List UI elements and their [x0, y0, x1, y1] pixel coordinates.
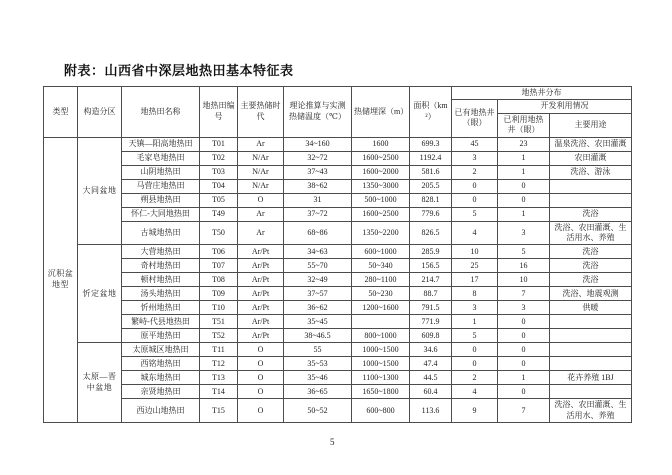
cell-depth: 800~1000: [352, 329, 410, 343]
cell-era: O: [238, 357, 284, 371]
cell-wells: 17: [452, 273, 498, 287]
cell-use: 洗浴、农田灌溉、生活用水、养殖: [550, 221, 632, 245]
page-number: 5: [330, 437, 335, 447]
cell-temp: 50~52: [284, 399, 352, 423]
cell-era: O: [238, 343, 284, 357]
cell-name: 朔县地热田: [122, 193, 200, 207]
cell-wells: 3: [452, 301, 498, 315]
table-row: [44, 221, 632, 245]
cell-used: 1: [498, 151, 550, 165]
zone-cell: 太原—晋中盆地: [78, 343, 122, 423]
cell-used: 3: [498, 301, 550, 315]
cell-temp: 35~53: [284, 357, 352, 371]
cell-depth: 1600~2500: [352, 151, 410, 165]
cell-no: T08: [200, 273, 238, 287]
cell-used: 1: [498, 371, 550, 385]
cell-wells: 5: [452, 329, 498, 343]
cell-wells: 2: [452, 165, 498, 179]
cell-use: 洗浴、农田灌溉、生活用水、养殖: [550, 399, 632, 423]
cell-name: 毛家皂地热田: [122, 151, 200, 165]
header-tectonic-zone: 构造分区: [78, 87, 122, 138]
cell-no: T04: [200, 179, 238, 193]
cell-use: [550, 179, 632, 193]
cell-used: 0: [498, 343, 550, 357]
cell-used: 7: [498, 287, 550, 301]
table-row: [44, 371, 632, 385]
cell-name: 西铭地热田: [122, 357, 200, 371]
header-depth: 热储埋深（m）: [352, 87, 410, 138]
header-field-no: 地热田编号: [200, 87, 238, 138]
cell-era: O: [238, 193, 284, 207]
cell-name: 马营庄地热田: [122, 179, 200, 193]
cell-area: 285.9: [410, 245, 452, 259]
table-row: [44, 207, 632, 221]
cell-wells: 4: [452, 385, 498, 399]
cell-no: T06: [200, 245, 238, 259]
cell-area: 609.8: [410, 329, 452, 343]
cell-era: Ar/Pt: [238, 245, 284, 259]
cell-used: 10: [498, 273, 550, 287]
cell-use: [550, 329, 632, 343]
cell-wells: 0: [452, 179, 498, 193]
cell-temp: 36~65: [284, 385, 352, 399]
cell-area: 826.5: [410, 221, 452, 245]
cell-wells: 2: [452, 371, 498, 385]
cell-no: T03: [200, 165, 238, 179]
cell-used: 16: [498, 259, 550, 273]
cell-temp: 36~62: [284, 301, 352, 315]
table-row: [44, 385, 632, 399]
cell-no: T50: [200, 221, 238, 245]
cell-depth: 1200~1600: [352, 301, 410, 315]
cell-use: 洗浴: [550, 245, 632, 259]
table-row: [44, 399, 632, 423]
cell-wells: 5: [452, 207, 498, 221]
cell-depth: 1350~3000: [352, 179, 410, 193]
cell-no: T10: [200, 301, 238, 315]
cell-wells: 1: [452, 315, 498, 329]
cell-area: 699.3: [410, 137, 452, 151]
cell-wells: 0: [452, 357, 498, 371]
cell-use: [550, 193, 632, 207]
table-row: [44, 151, 632, 165]
cell-depth: 1350~2200: [352, 221, 410, 245]
header-utilized-wells: 已利用地热井（眼）: [498, 113, 550, 137]
cell-name: 太原城区地热田: [122, 343, 200, 357]
header-field-name: 地热田名称: [122, 87, 200, 138]
cell-temp: 32~49: [284, 273, 352, 287]
cell-depth: [352, 315, 410, 329]
cell-temp: 31: [284, 193, 352, 207]
header-reservoir-era: 主要热储时代: [238, 87, 284, 138]
cell-used: 0: [498, 329, 550, 343]
cell-temp: 37~57: [284, 287, 352, 301]
cell-name: 奇村地热田: [122, 259, 200, 273]
cell-use: [550, 315, 632, 329]
cell-area: 581.6: [410, 165, 452, 179]
table-row: [44, 301, 632, 315]
table-row: [44, 165, 632, 179]
cell-area: 791.5: [410, 301, 452, 315]
cell-wells: 0: [452, 193, 498, 207]
cell-no: T11: [200, 343, 238, 357]
cell-wells: 0: [452, 343, 498, 357]
cell-use: 洗浴、游泳: [550, 165, 632, 179]
cell-name: 顿村地热田: [122, 273, 200, 287]
cell-name: 大营地热田: [122, 245, 200, 259]
cell-depth: 1100~1300: [352, 371, 410, 385]
header-existing-wells: 已有地热井（眼）: [452, 100, 498, 137]
cell-era: O: [238, 385, 284, 399]
table-body: [44, 137, 632, 423]
cell-depth: 280~1100: [352, 273, 410, 287]
table-header: [44, 87, 632, 138]
cell-depth: 600~800: [352, 399, 410, 423]
page-title: 附表：山西省中深层地热田基本特征表: [64, 63, 294, 78]
cell-area: 779.6: [410, 207, 452, 221]
cell-area: 205.5: [410, 179, 452, 193]
table-row: [44, 315, 632, 329]
cell-era: Ar/Pt: [238, 273, 284, 287]
cell-area: 47.4: [410, 357, 452, 371]
cell-area: 60.4: [410, 385, 452, 399]
cell-no: T09: [200, 287, 238, 301]
cell-depth: 1650~1800: [352, 385, 410, 399]
cell-area: 88.7: [410, 287, 452, 301]
cell-use: [550, 357, 632, 371]
cell-wells: 25: [452, 259, 498, 273]
cell-name: 汤头地热田: [122, 287, 200, 301]
cell-no: T12: [200, 357, 238, 371]
cell-temp: 34~160: [284, 137, 352, 151]
cell-name: 天镇—阳高地热田: [122, 137, 200, 151]
cell-name: 城东地热田: [122, 371, 200, 385]
cell-temp: 38~62: [284, 179, 352, 193]
cell-wells: 9: [452, 399, 498, 423]
table-row: [44, 179, 632, 193]
cell-wells: 45: [452, 137, 498, 151]
cell-area: 34.6: [410, 343, 452, 357]
table-row: [44, 259, 632, 273]
cell-use: 温泉洗浴、农田灌溉: [550, 137, 632, 151]
table-row: [44, 357, 632, 371]
cell-temp: 37~72: [284, 207, 352, 221]
cell-name: 山阴地热田: [122, 165, 200, 179]
cell-used: 23: [498, 137, 550, 151]
cell-era: Ar: [238, 137, 284, 151]
cell-wells: 8: [452, 287, 498, 301]
cell-era: Ar/Pt: [238, 301, 284, 315]
cell-depth: 1600~2000: [352, 165, 410, 179]
cell-used: 0: [498, 179, 550, 193]
cell-no: T51: [200, 315, 238, 329]
cell-no: T14: [200, 385, 238, 399]
table-row: [44, 273, 632, 287]
cell-used: 5: [498, 245, 550, 259]
cell-era: Ar: [238, 207, 284, 221]
header-well-distribution: 地热井分布: [452, 87, 632, 100]
cell-depth: 1600: [352, 137, 410, 151]
cell-no: T49: [200, 207, 238, 221]
header-development: 开发利用情况: [498, 100, 632, 113]
cell-use: 供暖: [550, 301, 632, 315]
cell-name: 西边山地热田: [122, 399, 200, 423]
cell-era: N/Ar: [238, 179, 284, 193]
cell-depth: 50~230: [352, 287, 410, 301]
cell-temp: 37~43: [284, 165, 352, 179]
cell-name: 亲贤地热田: [122, 385, 200, 399]
cell-depth: 1600~2500: [352, 207, 410, 221]
cell-use: 花卉养殖 1BJ: [550, 371, 632, 385]
table-row: [44, 193, 632, 207]
cell-no: T01: [200, 137, 238, 151]
cell-era: N/Ar: [238, 151, 284, 165]
cell-temp: 68~86: [284, 221, 352, 245]
cell-era: Ar/Pt: [238, 259, 284, 273]
cell-depth: 1000~1500: [352, 357, 410, 371]
cell-area: 44.5: [410, 371, 452, 385]
cell-use: 洗浴: [550, 273, 632, 287]
cell-use: [550, 343, 632, 357]
header-type: 类型: [44, 87, 78, 138]
cell-used: 3: [498, 221, 550, 245]
cell-depth: 500~1000: [352, 193, 410, 207]
table-row: [44, 287, 632, 301]
cell-temp: 55: [284, 343, 352, 357]
cell-era: Ar/Pt: [238, 329, 284, 343]
table-row: [44, 245, 632, 259]
cell-name: 古城地热田: [122, 221, 200, 245]
header-area: 面积（km²）: [410, 87, 452, 138]
cell-name: 忻州地热田: [122, 301, 200, 315]
cell-no: T07: [200, 259, 238, 273]
cell-wells: 3: [452, 151, 498, 165]
cell-area: 214.7: [410, 273, 452, 287]
cell-no: T15: [200, 399, 238, 423]
cell-used: 7: [498, 399, 550, 423]
cell-use: 洗浴: [550, 259, 632, 273]
cell-used: 1: [498, 207, 550, 221]
cell-depth: 600~1000: [352, 245, 410, 259]
cell-era: Ar: [238, 221, 284, 245]
cell-temp: 35~46: [284, 371, 352, 385]
cell-no: T13: [200, 371, 238, 385]
cell-era: O: [238, 399, 284, 423]
cell-wells: 4: [452, 221, 498, 245]
cell-era: O: [238, 371, 284, 385]
cell-no: T02: [200, 151, 238, 165]
cell-era: Ar/Pt: [238, 315, 284, 329]
cell-area: 113.6: [410, 399, 452, 423]
header-main-use: 主要用途: [550, 113, 632, 137]
cell-use: [550, 385, 632, 399]
cell-temp: 35~45: [284, 315, 352, 329]
cell-wells: 10: [452, 245, 498, 259]
cell-temp: 38~46.5: [284, 329, 352, 343]
cell-use: 农田灌溉: [550, 151, 632, 165]
cell-name: 怀仁-大同地热田: [122, 207, 200, 221]
cell-name: 原平地热田: [122, 329, 200, 343]
zone-cell: 大同盆地: [78, 137, 122, 245]
header-row-1: [44, 87, 632, 100]
cell-used: 0: [498, 385, 550, 399]
cell-used: 0: [498, 193, 550, 207]
cell-use: 洗浴: [550, 207, 632, 221]
cell-era: N/Ar: [238, 165, 284, 179]
table-row: [44, 137, 632, 151]
geothermal-table: [43, 86, 632, 423]
cell-area: 156.5: [410, 259, 452, 273]
cell-use: 洗浴、地震观测: [550, 287, 632, 301]
cell-era: Ar/Pt: [238, 287, 284, 301]
type-cell: 沉积盆地型: [44, 137, 78, 423]
header-temperature: 理论推算与实测热储温度（℃）: [284, 87, 352, 138]
cell-depth: 1000~1500: [352, 343, 410, 357]
cell-used: 1: [498, 165, 550, 179]
cell-area: 771.9: [410, 315, 452, 329]
cell-depth: 50~340: [352, 259, 410, 273]
cell-area: 828.1: [410, 193, 452, 207]
table-row: [44, 329, 632, 343]
cell-temp: 32~72: [284, 151, 352, 165]
cell-no: T52: [200, 329, 238, 343]
cell-area: 1192.4: [410, 151, 452, 165]
cell-no: T05: [200, 193, 238, 207]
cell-temp: 55~70: [284, 259, 352, 273]
cell-temp: 34~63: [284, 245, 352, 259]
cell-used: 0: [498, 315, 550, 329]
cell-used: 0: [498, 357, 550, 371]
table-row: [44, 343, 632, 357]
cell-name: 繁峙-代县地热田: [122, 315, 200, 329]
zone-cell: 忻定盆地: [78, 245, 122, 343]
